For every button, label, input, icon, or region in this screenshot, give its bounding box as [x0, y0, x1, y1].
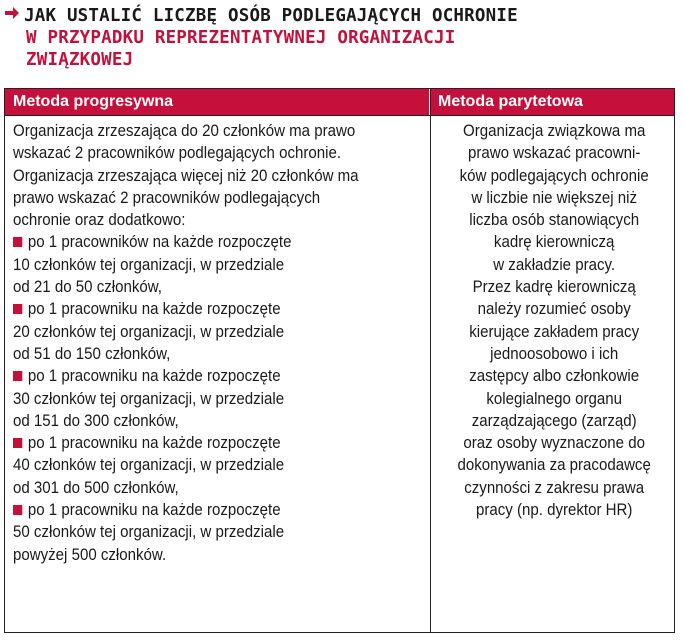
header-divider — [5, 115, 674, 116]
list-item-text: po 1 pracowniku na każde rozpoczęte 50 członków tej organizacji, w przedziale powyżej 500 członków. — [13, 501, 285, 564]
list-item-text: po 1 pracowniku na każde rozpoczęte 30 członków tej organizacji, w przedziale od 151 do 300 członków, — [13, 367, 285, 430]
list-item-text: po 1 pracowników na każde rozpoczęte 10 członków tej organizacji, w przedziale od 21 do 50 członków, — [13, 233, 292, 297]
square-bullet-icon — [13, 371, 22, 381]
list-item-text: po 1 pracowniku na każde rozpoczęte 40 członków tej organizacji, w przedziale od 301 do 500 członków, — [13, 434, 285, 497]
list-item — [13, 298, 422, 365]
title-line-3: ZWIĄZKOWEJ — [26, 50, 134, 70]
parity-method-cell — [437, 120, 671, 521]
header-progressive-method: Metoda progresywna — [5, 89, 430, 115]
square-bullet-icon — [13, 237, 22, 247]
list-item-text: po 1 pracowniku na każde rozpoczęte 20 członków tej organizacji, w przedziale od 51 do 150 członków, — [13, 300, 285, 363]
square-bullet-icon — [13, 438, 22, 448]
column-divider — [430, 89, 431, 632]
title-line-1: JAK USTALIĆ LICZBĘ OSÓB PODLEGAJĄCYCH OCHRONIE — [24, 6, 518, 26]
progressive-intro: Organizacja zrzeszająca do 20 członków ma prawo wskazać 2 pracowników podlegających ochronie. Organizacja zrzeszająca więcej niż 20 członków ma prawo wskazać 2 pracowników podlegających ochronie oraz dodatkowo: — [13, 122, 359, 230]
header-parity-method: Metoda parytetowa — [430, 89, 674, 115]
list-item — [13, 231, 422, 298]
methods-table — [4, 88, 675, 633]
title-line-1-row — [4, 5, 680, 27]
title-line-2: W PRZYPADKU REPREZENTATYWNEJ ORGANIZACJI — [26, 28, 456, 48]
list-item — [13, 365, 422, 432]
progressive-method-cell — [13, 120, 422, 566]
infobox-title — [4, 5, 680, 71]
square-bullet-icon — [13, 505, 22, 515]
arrow-right-icon — [4, 6, 20, 20]
square-bullet-icon — [13, 304, 22, 314]
list-item — [13, 432, 422, 499]
list-item — [13, 499, 422, 566]
parity-text: Organizacja związkowa ma prawo wskazać pracowni- ków podlegających ochronie w liczbie nie większej niż liczba osób stanowiących kadrę kierowniczą w zakładzie pracy. Przez kadrę kierowniczą należy rozumieć osoby kierujące zakładem pracy jednoosobowo i ich zastępcy albo członkowie kolegialnego organu zarządzającego (zarząd) oraz osoby wyznaczone do dokonywania za pracodawcę czynności z zakresu prawa pracy (np. dyrektor HR) — [457, 122, 651, 520]
